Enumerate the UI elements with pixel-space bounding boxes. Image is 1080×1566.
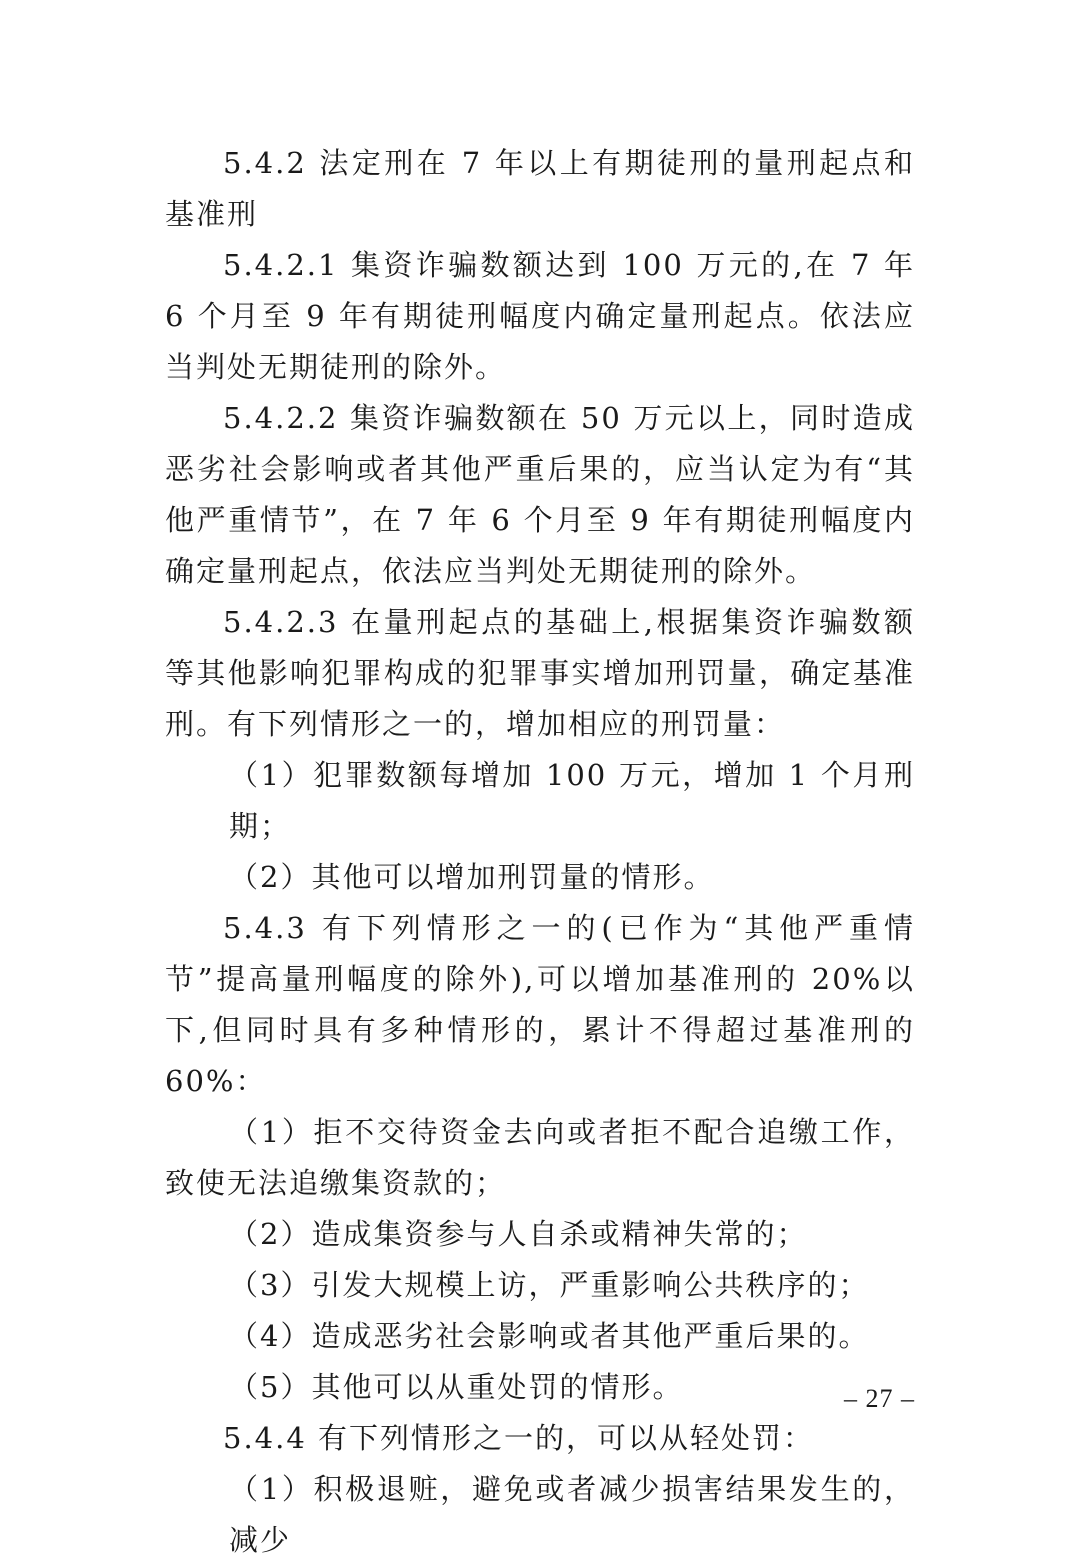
paragraph-5-4-2-2: 5.4.2.2 集资诈骗数额在 50 万元以上，同时造成恶劣社会影响或者其他严重后果的，应当认定为有“其他严重情节”，在 7 年 6 个月至 9 年有期徒刑幅度内确定量刑起点，依法应当判处无期徒刑的除外。 xyxy=(165,401,915,588)
paragraph-5-4-4: 5.4.4 有下列情形之一的，可以从轻处罚： xyxy=(223,1421,815,1455)
list-item: （1）犯罪数额每增加 100 万元，增加 1 个月刑期； xyxy=(229,758,915,843)
list-item: （1）拒不交待资金去向或者拒不配合追缴工作，致使无法追缴集资款的； xyxy=(165,1115,915,1200)
list-item: （2）其他可以增加刑罚量的情形。 xyxy=(229,860,715,894)
paragraph-5-4-2-1: 5.4.2.1 集资诈骗数额达到 100 万元的,在 7 年 6 个月至 9 年有期徒刑幅度内确定量刑起点。依法应当判处无期徒刑的除外。 xyxy=(165,248,915,384)
list-item: （1）积极退赃，避免或者减少损害结果发生的，减少 xyxy=(229,1472,915,1557)
heading-5-4-2: 5.4.2 法定刑在 7 年以上有期徒刑的量刑起点和基准刑 xyxy=(165,146,915,231)
paragraph-5-4-3: 5.4.3 有下列情形之一的(已作为“其他严重情节”提高量刑幅度的除外),可以增加基准刑的 20%以下,但同时具有多种情形的，累计不得超过基准刑的 60%： xyxy=(165,911,915,1098)
list-item: （3）引发大规模上访，严重影响公共秩序的； xyxy=(229,1268,870,1302)
list-item: （2）造成集资参与人自杀或精神失常的； xyxy=(229,1217,808,1251)
list-item: （5）其他可以从重处罚的情形。 xyxy=(229,1370,684,1404)
paragraph-5-4-2-3: 5.4.2.3 在量刑起点的基础上,根据集资诈骗数额等其他影响犯罪构成的犯罪事实增加刑罚量，确定基准刑。有下列情形之一的，增加相应的刑罚量： xyxy=(165,605,915,741)
list-item: （4）造成恶劣社会影响或者其他严重后果的。 xyxy=(229,1319,870,1353)
document-body xyxy=(165,138,915,1566)
page-number: – 27 – xyxy=(844,1384,915,1413)
